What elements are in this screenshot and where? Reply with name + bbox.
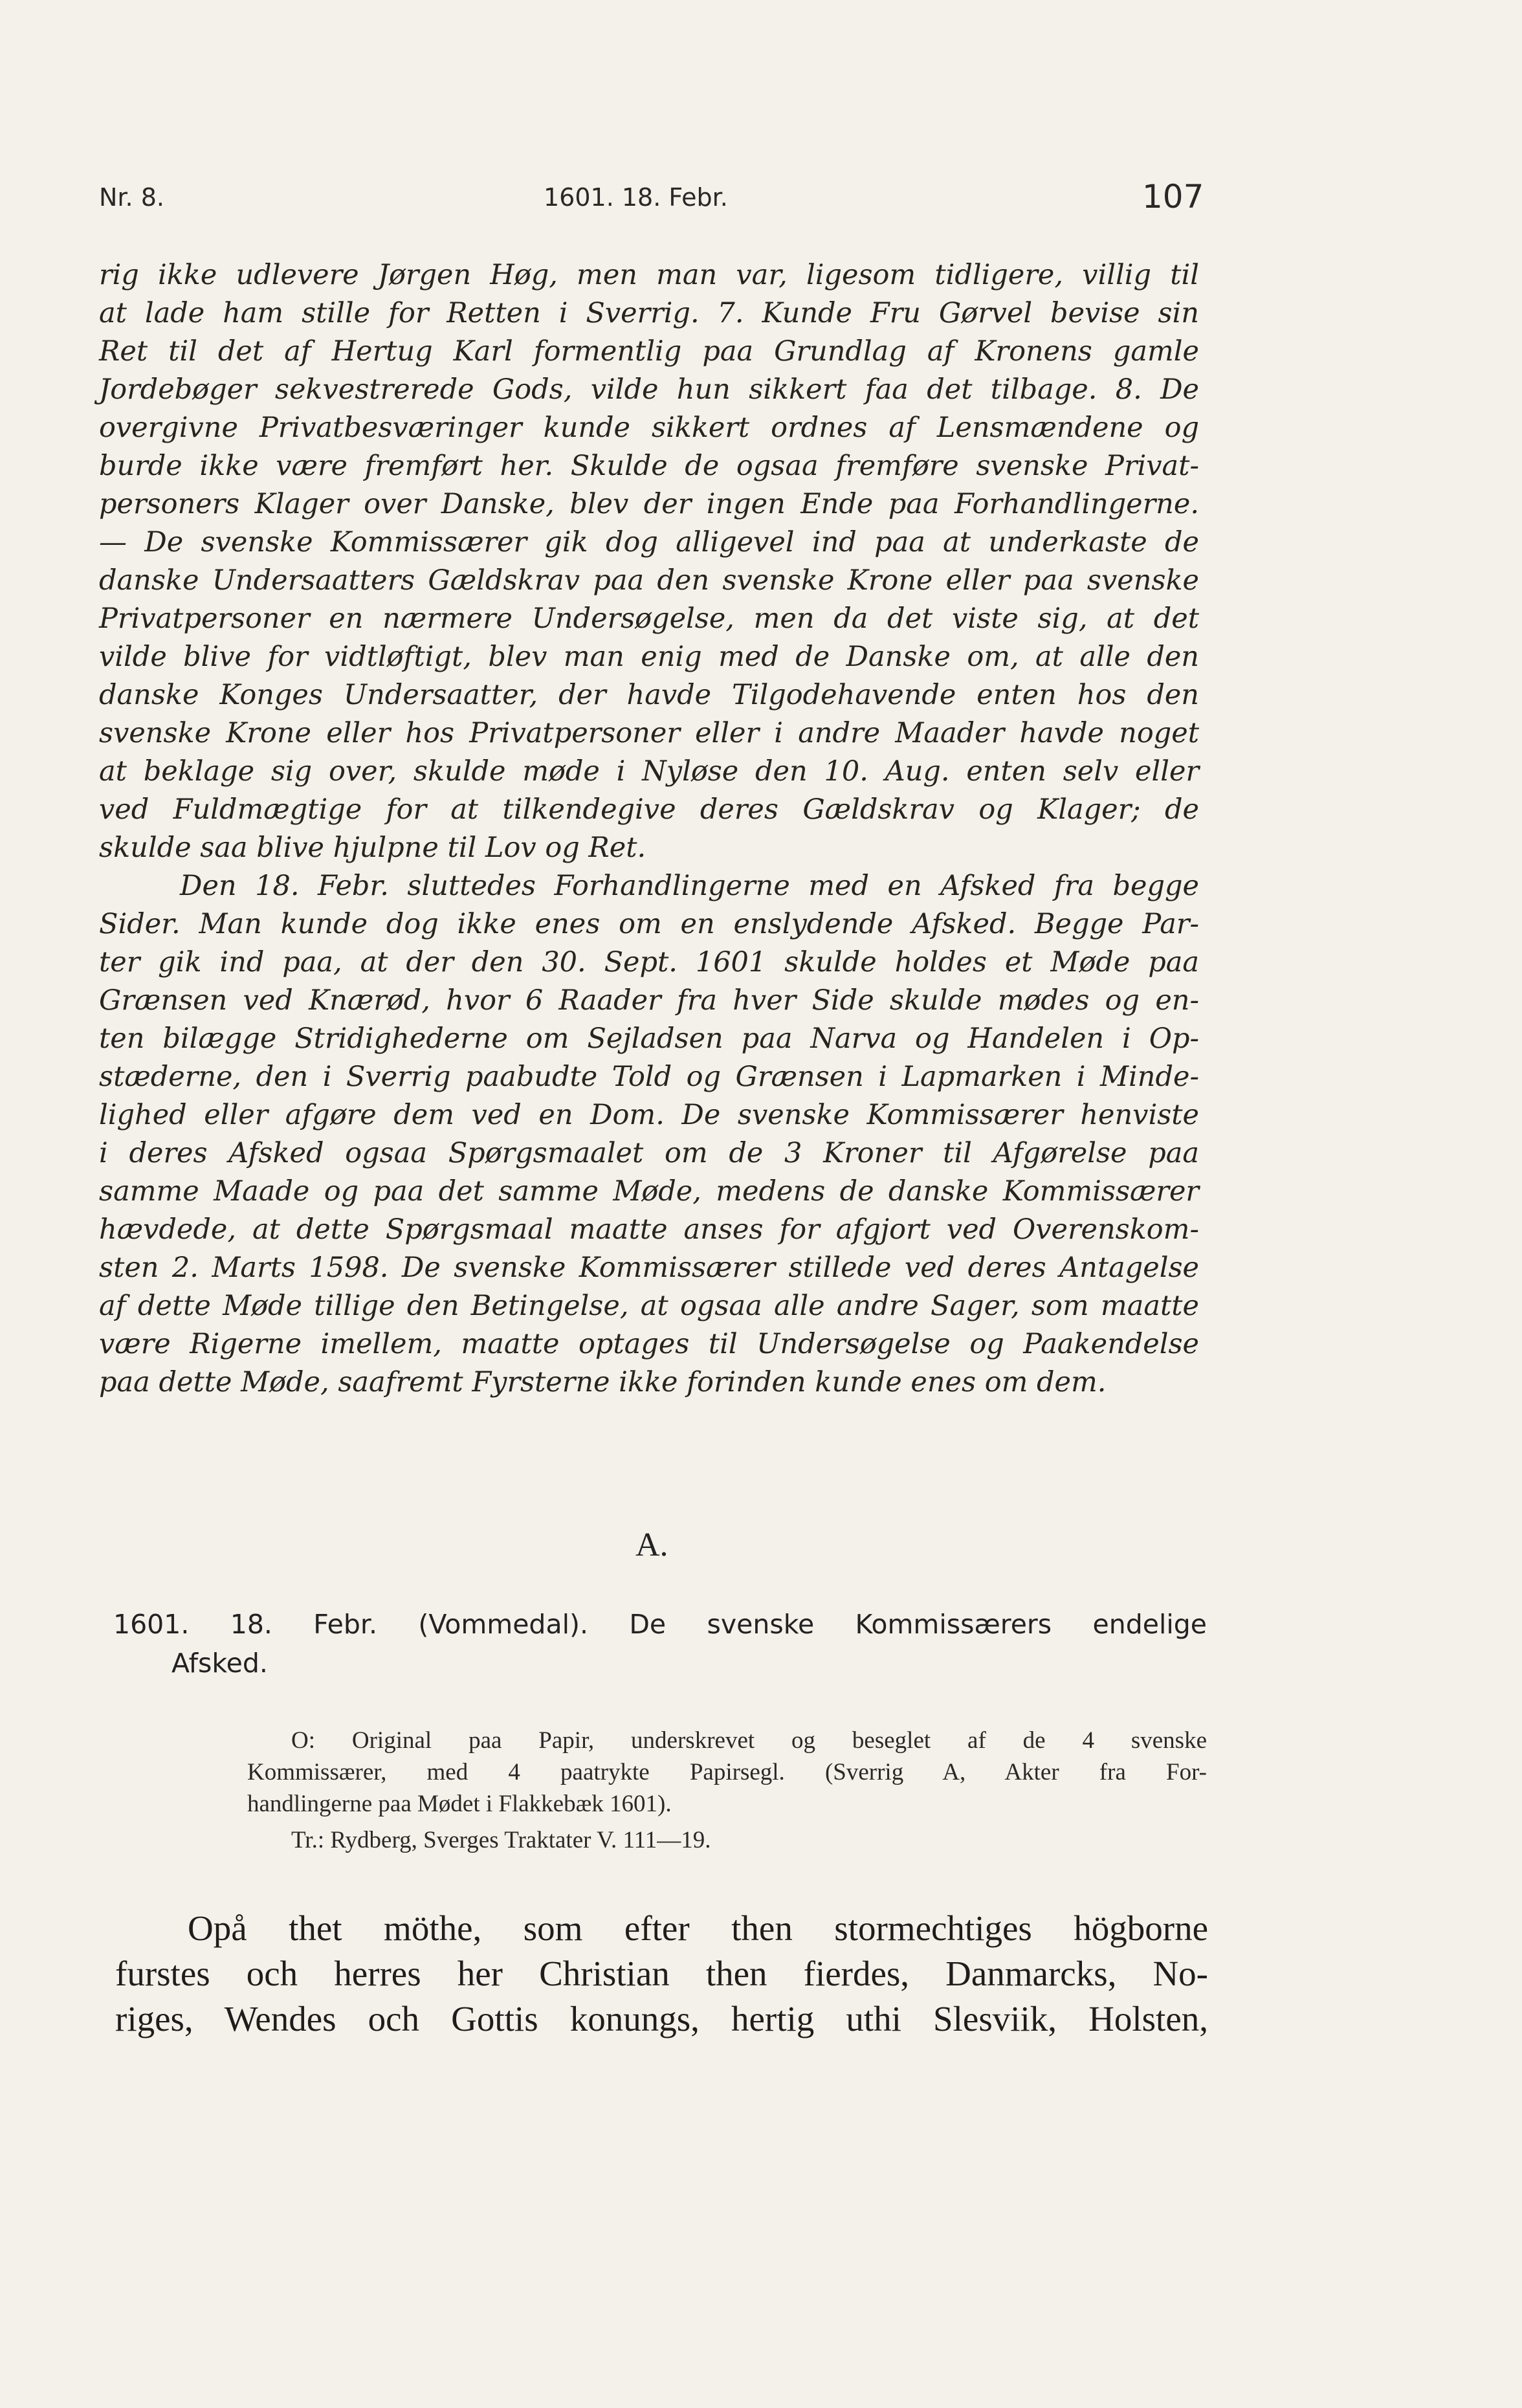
summary-line: danske Undersaatters Gældskrav paa den svenske Krone eller paa svenske bbox=[99, 564, 1199, 597]
summary-line: danske Konges Undersaatter, der havde Tilgodehavende enten hos den bbox=[99, 679, 1199, 711]
summary-line: Grænsen ved Knærød, hvor 6 Raader fra hver Side skulde mødes og en- bbox=[99, 984, 1199, 1017]
summary-line: Sider. Man kunde dog ikke enes om en enslydende Afsked. Begge Par- bbox=[99, 908, 1199, 940]
section-letter: A. bbox=[635, 1527, 668, 1563]
header-date: 1601. 18. Febr. bbox=[544, 183, 728, 212]
summary-line: burde ikke være fremført her. Skulde de ogsaa fremføre svenske Privat- bbox=[99, 450, 1199, 482]
source-note-line: O: Original paa Papir, underskrevet og beseglet af de 4 svenske bbox=[291, 1727, 1207, 1754]
summary-line: ved Fuldmægtige for at tilkendegive deres Gældskrav og Klager; de bbox=[99, 793, 1199, 826]
summary-line: ten bilægge Stridighederne om Sejladsen paa Narva og Handelen i Op- bbox=[99, 1022, 1199, 1055]
summary-line: samme Maade og paa det samme Møde, medens de danske Kommissærer bbox=[99, 1175, 1199, 1208]
summary-line: af dette Møde tillige den Betingelse, at ogsaa alle andre Sager, som maatte bbox=[99, 1290, 1199, 1322]
source-note-line: handlingerne paa Mødet i Flakkebæk 1601). bbox=[247, 1791, 672, 1817]
summary-line: sten 2. Marts 1598. De svenske Kommissærer stillede ved deres Antagelse bbox=[99, 1252, 1199, 1284]
source-note-line: Tr.: Rydberg, Sverges Traktater V. 111—19. bbox=[291, 1827, 711, 1853]
summary-line: ter gik ind paa, at der den 30. Sept. 1601 skulde holdes et Møde paa bbox=[99, 946, 1199, 978]
summary-line: at beklage sig over, skulde møde i Nyløse den 10. Aug. enten selv eller bbox=[99, 755, 1199, 788]
summary-line: lighed eller afgøre dem ved en Dom. De svenske Kommissærer henviste bbox=[99, 1099, 1199, 1131]
body-line: Opå thet möthe, som efter then stormechtiges högborne bbox=[188, 1908, 1208, 1948]
header-chapter-number: Nr. 8. bbox=[99, 183, 164, 212]
summary-line: rig ikke udlevere Jørgen Høg, men man var, ligesom tidligere, villig til bbox=[99, 259, 1199, 291]
summary-line: paa dette Møde, saafremt Fyrsterne ikke forinden kunde enes om dem. bbox=[99, 1366, 1107, 1398]
summary-line: stæderne, den i Sverrig paabudte Told og Grænsen i Lapmarken i Minde- bbox=[99, 1061, 1199, 1093]
document-heading-line: 1601. 18. Febr. (Vommedal). De svenske Kommissærers endelige bbox=[113, 1609, 1207, 1640]
summary-line: hævdede, at dette Spørgsmaal maatte anses for afgjort ved Overenskom- bbox=[99, 1213, 1199, 1246]
summary-line: i deres Afsked ogsaa Spørgsmaalet om de 3 Kroner til Afgørelse paa bbox=[99, 1137, 1199, 1169]
document-heading-line: Afsked. bbox=[171, 1648, 268, 1679]
summary-line: være Rigerne imellem, maatte optages til Undersøgelse og Paakendelse bbox=[99, 1328, 1199, 1360]
body-line: furstes och herres her Christian then fierdes, Danmarcks, No- bbox=[115, 1954, 1208, 1993]
summary-line: Den 18. Febr. sluttedes Forhandlingerne med en Afsked fra begge bbox=[180, 870, 1199, 902]
summary-line: svenske Krone eller hos Privatpersoner eller i andre Maader havde noget bbox=[99, 717, 1199, 749]
summary-line: Ret til det af Hertug Karl formentlig paa Grundlag af Kronens gamle bbox=[99, 335, 1199, 368]
summary-line: personers Klager over Danske, blev der ingen Ende paa Forhandlingerne. bbox=[99, 488, 1199, 520]
summary-line: — De svenske Kommissærer gik dog alligevel ind paa at underkaste de bbox=[99, 526, 1199, 558]
body-line: riges, Wendes och Gottis konungs, hertig uthi Slesviik, Holsten, bbox=[115, 1999, 1208, 2038]
summary-line: Privatpersoner en nærmere Undersøgelse, men da det viste sig, at det bbox=[99, 602, 1199, 635]
summary-line: Jordebøger sekvestrerede Gods, vilde hun sikkert faa det tilbage. 8. De bbox=[99, 373, 1199, 406]
summary-line: at lade ham stille for Retten i Sverrig. 7. Kunde Fru Gørvel bevise sin bbox=[99, 297, 1199, 329]
summary-line: vilde blive for vidtløftigt, blev man enig med de Danske om, at alle den bbox=[99, 641, 1199, 673]
page-number: 107 bbox=[1142, 178, 1204, 215]
summary-line: overgivne Privatbesværinger kunde sikkert ordnes af Lensmændene og bbox=[99, 412, 1199, 444]
summary-line: skulde saa blive hjulpne til Lov og Ret. bbox=[99, 832, 646, 864]
source-note-line: Kommissærer, med 4 paatrykte Papirsegl. (Sverrig A, Akter fra For- bbox=[247, 1759, 1207, 1785]
